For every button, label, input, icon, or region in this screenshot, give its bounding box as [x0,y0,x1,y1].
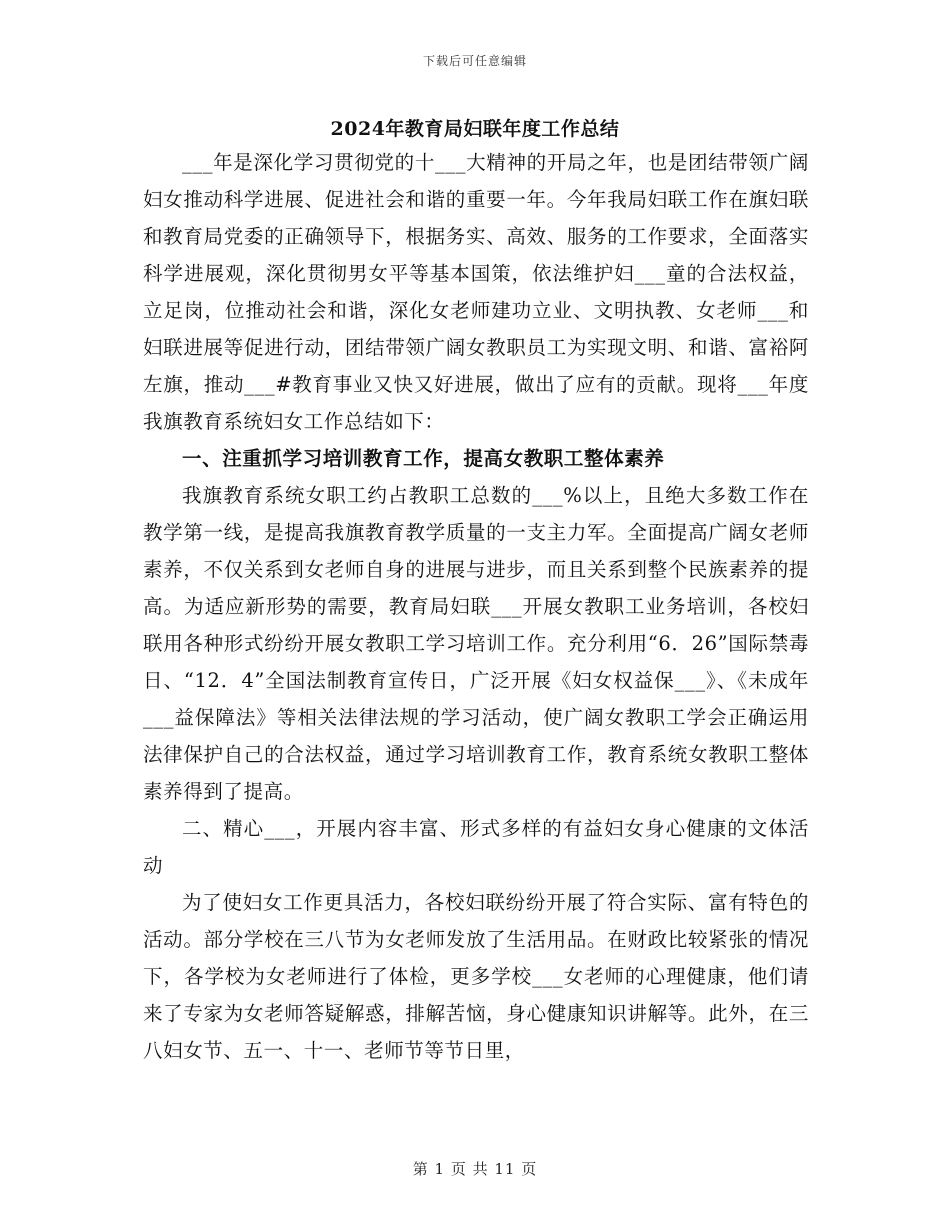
page-header-note: 下载后可任意编辑 [422,54,527,68]
section-1-paragraph: 我旗教育系统女职工约占教职工总数的___%以上，且绝大多数工作在教学第一线，是提高我旗教育教学质量的一支主力军。全面提高广阔女老师素养，不仅关系到女老师自身的进展与进步，而且关系到整个民族素养的提高。为适应新形势的需要，教育局妇联___开展女教职工业务培训，各校妇联用各种形式纷纷开展女教职工学习培训工作。充分利用“6．26”国际禁毒日、“12．4”全国法制教育宣传日，广泛开展《妇女权益保___》、《未成年___益保障法》等相关法律法规的学习活动，使广阔女教职工学会正确运用法律保护自己的合法权益，通过学习培训教育工作，教育系统女教职工整体素养得到了提高。 [143,484,809,803]
section-2-heading: 二、精心___，开展内容丰富、形式多样的有益妇女身心健康的文体活动 [143,817,809,877]
section-2-paragraph: 为了使妇女工作更具活力，各校妇联纷纷开展了符合实际、富有特色的活动。部分学校在三八节为女老师发放了生活用品。在财政比较紧张的情况下，各学校为女老师进行了体检，更多学校___女老师的心理健康，他们请来了专家为女老师答疑解惑，排解苦恼，身心健康知识讲解等。此外，在三八妇女节、五一、十一、老师节等节日里， [143,891,809,1062]
document-title: 2024年教育局妇联年度工作总结 [330,118,620,140]
page-number: 第 1 页 共 11 页 [412,1160,538,1178]
document-body [143,144,809,1069]
intro-paragraph: ___年是深化学习贯彻党的十___大精神的开局之年，也是团结带领广阔妇女推动科学进展、促进社会和谐的重要一年。今年我局妇联工作在旗妇联和教育局党委的正确领导下，根据务实、高效、服务的工作要求，全面落实科学进展观，深化贯彻男女平等基本国策，依法维护妇___童的合法权益，立足岗，位推动社会和谐，深化女老师建功立业、文明执教、女老师___和妇联进展等促进行动，团结带领广阔女教职员工为实现文明、和谐、富裕阿左旗，推动___#教育事业又快又好进展，做出了应有的贡献。现将___年度我旗教育系统妇女工作总结如下： [143,151,809,433]
section-1-heading: 一、注重抓学习培训教育工作，提高女教职工整体素养 [182,447,665,470]
